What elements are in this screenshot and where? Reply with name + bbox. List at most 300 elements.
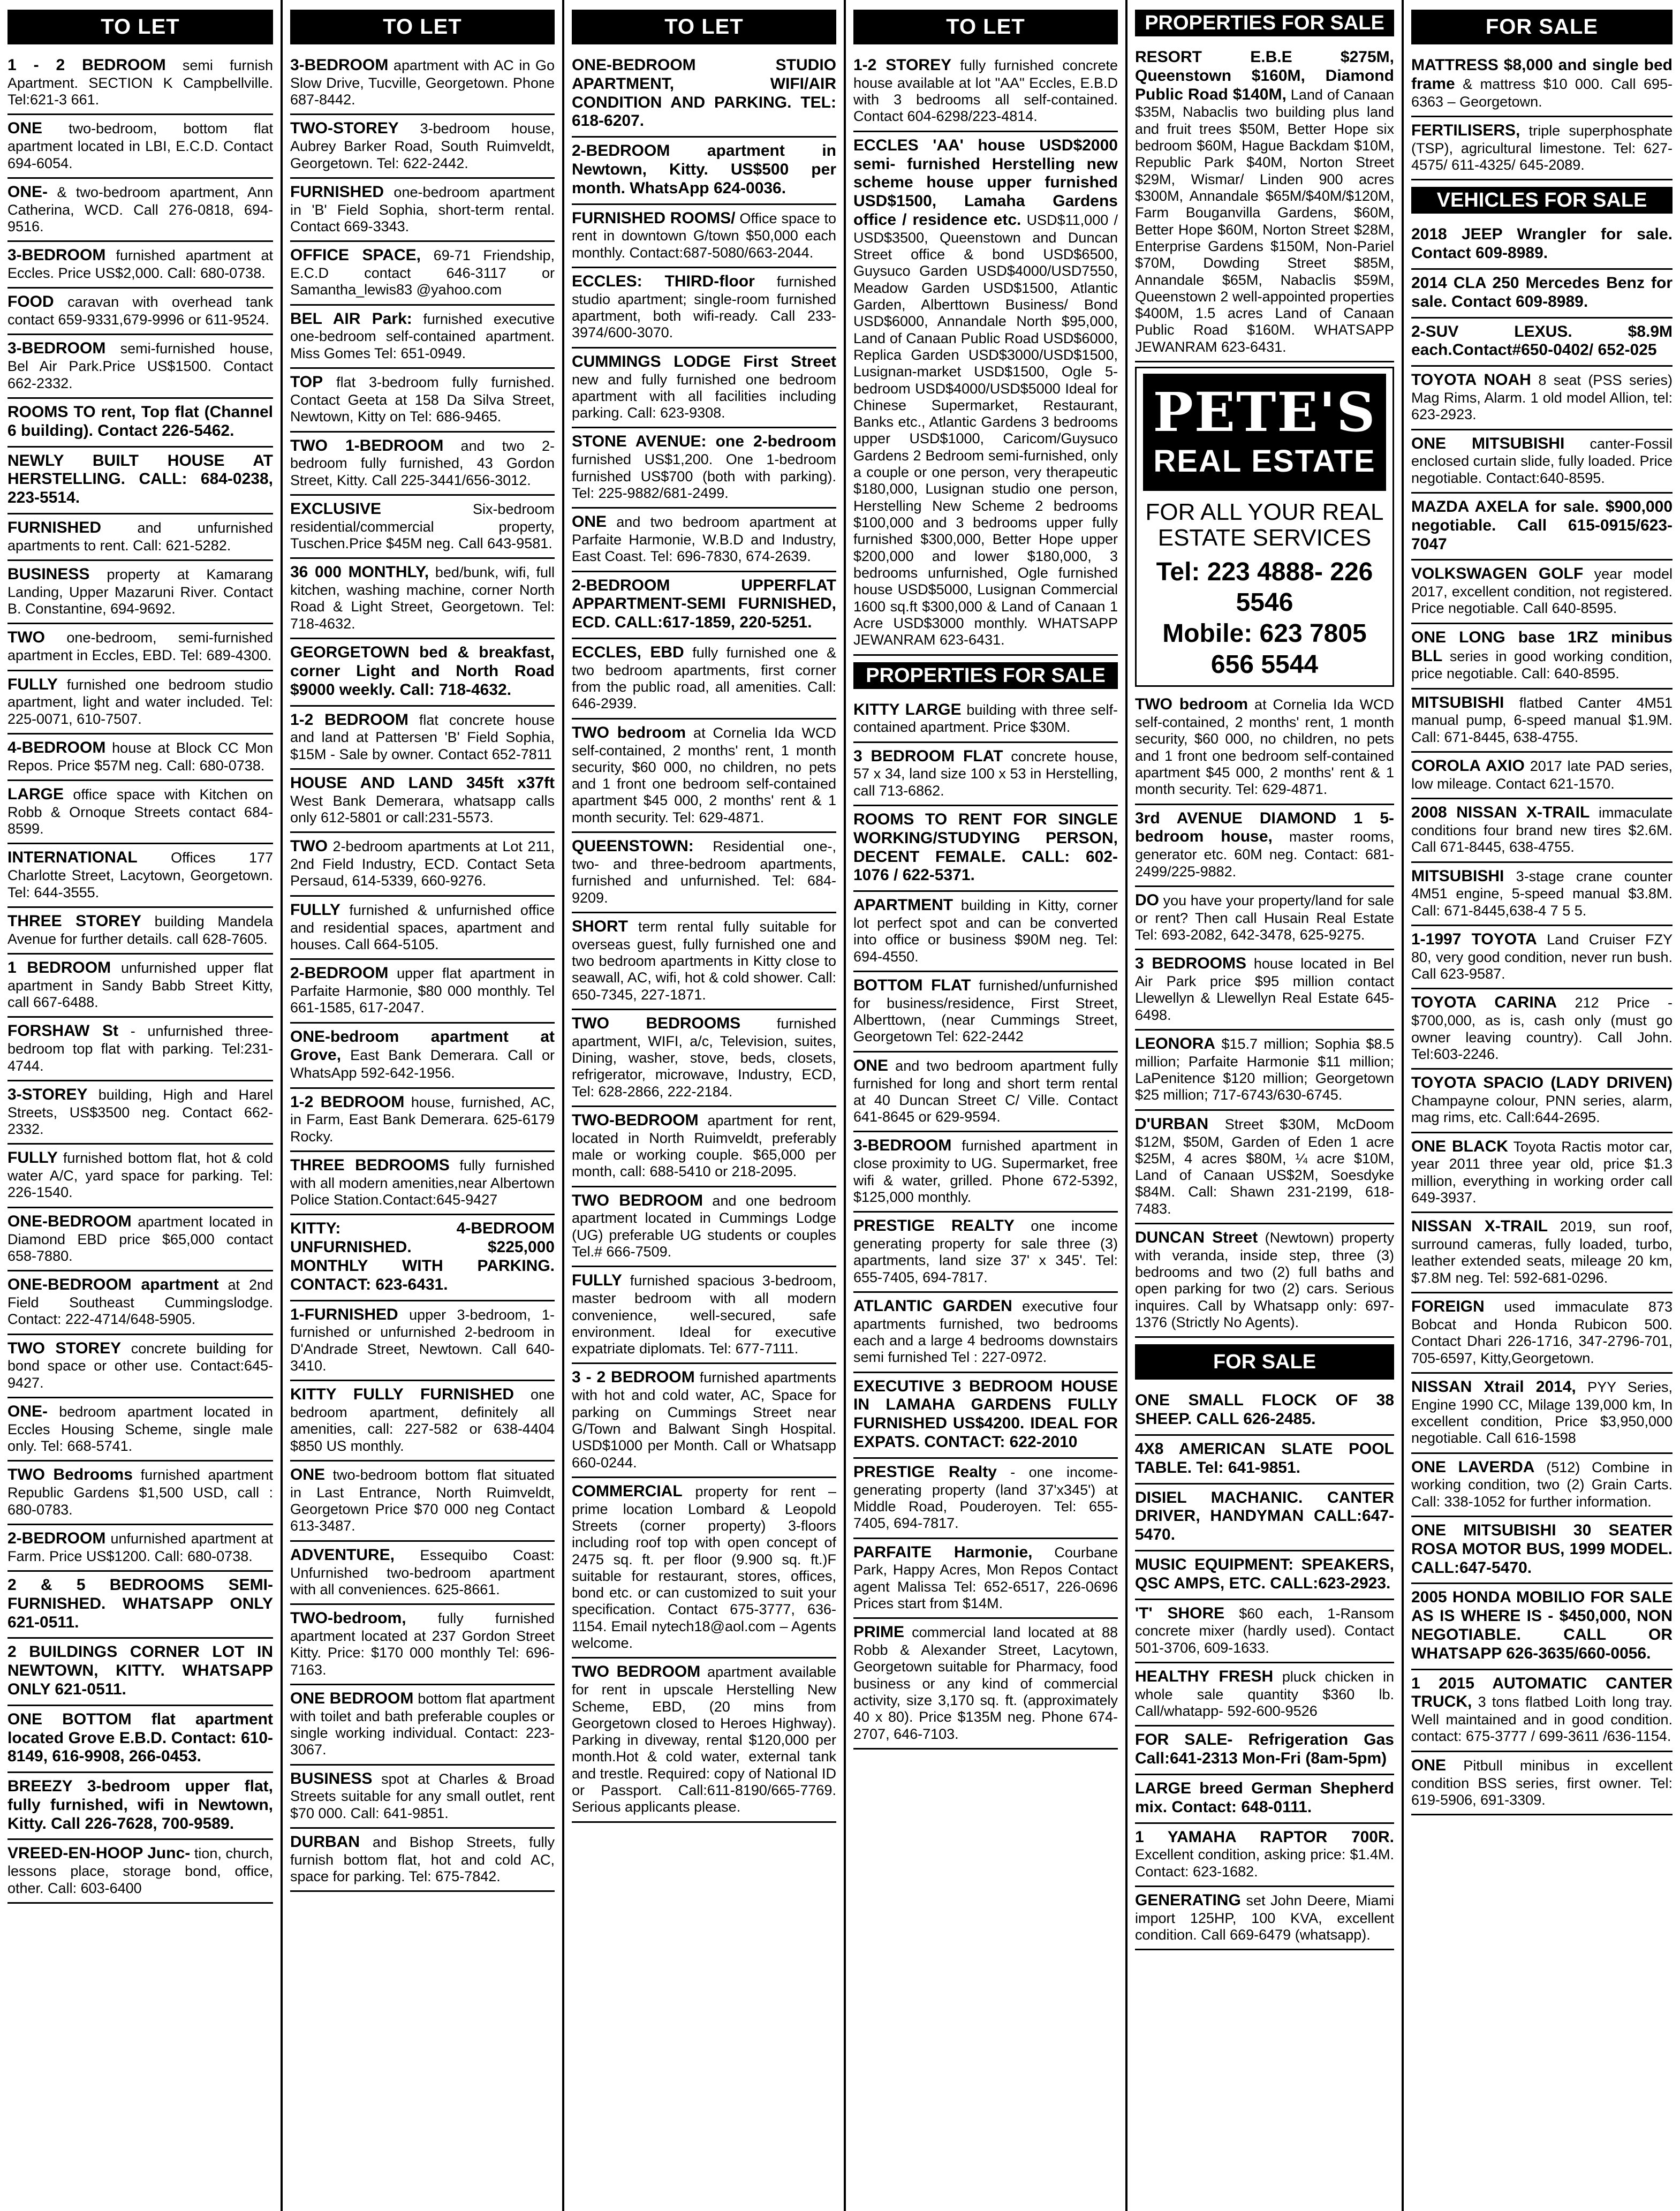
ad-lead: NISSAN Xtrail 2014, xyxy=(1411,1377,1576,1396)
ad-lead: ONE xyxy=(290,1466,326,1484)
ad-body: Excellent condition, asking price: $1.4M. Contact: 623-1682. xyxy=(1135,1846,1394,1880)
classified-ad xyxy=(1411,367,1673,430)
ad-lead: TWO Bedrooms xyxy=(7,1466,133,1484)
ad-body: 3-bedroom house, Aubrey Barker Road, South Ruimveldt, Georgetown. Tel: 622-2442. xyxy=(290,120,555,171)
classified-ad xyxy=(1411,1752,1673,1815)
classified-ad xyxy=(7,115,273,178)
ad-lead: COROLA AXIO xyxy=(1411,757,1525,775)
classified-ad xyxy=(1135,1824,1394,1887)
ad-lead: GEORGETOWN bed & breakfast, corner Light and North Road $9000 weekly. Call: 718-4632. xyxy=(290,643,555,699)
classified-ad xyxy=(1135,1224,1394,1338)
classified-ad xyxy=(7,1145,273,1208)
ad-list xyxy=(7,52,273,1904)
classified-ad xyxy=(7,242,273,289)
ad-body: and unfurnished apartments to rent. Call: 621-5282. xyxy=(7,519,273,554)
ad-body: and two 2-bedroom fully furnished, 43 Gordon Street, Kitty. Call 225-3441/656-3012. xyxy=(290,437,555,488)
classified-ad xyxy=(7,955,273,1018)
classified-ad xyxy=(1411,926,1673,989)
ad-body: furnished apartment, WIFI, a/c, Television, suites, Dining, washer, stove, beds, closets, refrigerator, microwave, Industry, ECD, Tel: 628-2866, 222-2184. xyxy=(572,1015,836,1100)
ad-lead: KITTY LARGE xyxy=(853,700,962,718)
ad-body: building in Kitty, corner lot perfect spot and can be converted into office or business $90M neg. Tel: 694-4550. xyxy=(853,897,1118,965)
ad-body: bedroom apartment located in Eccles Housing Scheme, single male only. Tel: 668-5741. xyxy=(7,1403,273,1455)
classified-ad xyxy=(7,735,273,781)
classified-ad xyxy=(1411,863,1673,926)
classified-ad xyxy=(290,115,555,178)
ad-body: at Cornelia Ida WCD self-contained, 2 months' rent, 1 month security, $60 000, no children, no pets and 1 front one bedroom self-contained apartment $45 000, 2 months' rent & 1 month security. Tel: 629-4871. xyxy=(572,724,836,826)
classified-ad xyxy=(572,720,836,833)
ad-lead: TWO BEDROOMS xyxy=(572,1014,741,1032)
classified-ad xyxy=(1411,1070,1673,1133)
ad-body: two-bedroom bottom flat situated in Last Entrance, North Ruimveldt, Georgetown Price $70 000 neg Contact 613-3487. xyxy=(290,1467,555,1534)
ad-lead: 3-BEDROOM xyxy=(853,1137,952,1155)
ad-lead: LARGE breed German Shepherd mix. Contact: 648-0111. xyxy=(1135,1780,1394,1816)
ad-lead: ONE LONG base 1RZ minibus BLL xyxy=(1411,628,1673,665)
classified-ad xyxy=(572,639,836,720)
ad-body: concrete building for bond space or other use. Contact:645-9427. xyxy=(7,1340,273,1391)
classified-ad xyxy=(572,1659,836,1822)
classified-ad xyxy=(290,1024,555,1089)
ad-lead: 1-1997 TOYOTA xyxy=(1411,930,1537,949)
ad-lead: DISIEL MACHANIC. CANTER DRIVER, HANDYMAN CALL:647-5470. xyxy=(1135,1488,1394,1544)
ad-lead: FOOD xyxy=(7,293,54,311)
logo-telephone: Tel: 223 4888- 226 5546 xyxy=(1156,557,1373,617)
classified-ad xyxy=(1411,319,1673,367)
ad-body: & two-bedroom apartment, Ann Catherina, WCD. Call 276-0818, 694-9516. xyxy=(7,184,273,234)
classified-ad xyxy=(1411,1454,1673,1517)
classified-ad xyxy=(572,138,836,205)
ad-lead: 3-STOREY xyxy=(7,1085,88,1103)
classified-ad xyxy=(290,707,555,770)
ad-lead: FURNISHED ROOMS/ xyxy=(572,209,736,227)
classified-ad xyxy=(853,1132,1118,1213)
classified-ad xyxy=(290,1766,555,1829)
classified-ad xyxy=(572,1107,836,1187)
classified-ad xyxy=(1411,1374,1673,1454)
ad-lead: ONE xyxy=(7,119,43,138)
ad-lead: ONE BOTTOM flat apartment located Grove E.B.D. Contact: 610-8149, 616-9908, 266-0453. xyxy=(7,1710,273,1766)
ad-lead: ONE- xyxy=(7,183,48,201)
classified-ad xyxy=(7,781,273,844)
classified-ad xyxy=(572,52,836,138)
ad-lead: QUEENSTOWN: xyxy=(572,837,694,855)
ad-body: $60 each, 1-Ransom concrete mixer (hardly used). Contact 501-3706, 609-1633. xyxy=(1135,1605,1394,1656)
ad-list xyxy=(853,696,1118,1750)
ad-lead: ONE xyxy=(572,513,607,531)
ad-lead: APARTMENT xyxy=(853,896,953,914)
classified-ad xyxy=(7,1208,273,1271)
ad-lead: 1-2 STOREY xyxy=(853,56,952,74)
to-let-header: TO LET xyxy=(290,10,555,44)
classified-ad xyxy=(1135,1663,1394,1727)
logo-mobile: Mobile: 623 7805 656 5544 xyxy=(1162,619,1367,679)
ad-body: semi furnish Apartment. SECTION K Campbellville. Tel:621-3 661. xyxy=(7,57,274,108)
ad-body: East Bank Demerara. Call or WhatsApp 592-642-1956. xyxy=(290,1047,555,1081)
classified-ad xyxy=(7,1840,273,1903)
ad-lead: FERTILISERS, xyxy=(1411,121,1520,139)
ad-lead: OFFICE SPACE, xyxy=(290,246,421,264)
ad-lead: D'URBAN xyxy=(1135,1115,1209,1133)
ad-body: commercial land located at 88 Robb & Alexander Street, Lacytown, Georgetown suitable for Pharmacy, food business or any kind of commercial activity, size 3,170 sq. ft. (approximately 40 x 80). Price $135M neg. Phone 674-2707, 646-7103. xyxy=(853,1624,1118,1742)
ad-body: furnished apartment in close proximity to UG. Supermarket, free wifi & water, grilled. Phone 672-5392, $125,000 monthly. xyxy=(853,1138,1118,1205)
classified-ad xyxy=(1135,887,1394,950)
ad-body: and two bedroom apartment at Parfaite Harmonie, W.B.D and Industry, East Coast. Tel: 696-7830, 674-2639. xyxy=(572,514,836,565)
classified-ad xyxy=(290,1462,555,1542)
ad-lead: 4X8 AMERICAN SLATE POOL TABLE. Tel: 641-9851. xyxy=(1135,1440,1394,1476)
classified-ad xyxy=(7,1081,273,1145)
ad-body: apartment with AC in Go Slow Drive, Tucville, Georgetown. Phone 687-8442. xyxy=(290,57,555,108)
to-let-header: TO LET xyxy=(7,10,273,44)
classified-ad xyxy=(853,696,1118,743)
classified-ad xyxy=(853,1213,1118,1293)
classified-ad xyxy=(853,52,1118,132)
ad-lead: RESORT E.B.E $275M, Queenstown $160M, Diamond Public Road $140M, xyxy=(1135,48,1394,103)
ad-lead: TWO BEDROOM xyxy=(572,1191,703,1209)
ad-lead: STONE AVENUE: one 2-bedroom xyxy=(572,433,836,451)
ad-lead: 3-BEDROOM xyxy=(7,246,106,264)
ad-lead: MITSUBISHI xyxy=(1411,867,1504,885)
ad-lead: NEWLY BUILT HOUSE AT HERSTELLING. CALL: 684-0238, 223-5514. xyxy=(7,451,273,507)
ad-lead: HEALTHY FRESH xyxy=(1135,1668,1274,1686)
ad-body: West Bank Demerara, whatsapp calls only 612-5801 or call:231-5573. xyxy=(290,792,555,826)
classified-ad xyxy=(7,1398,273,1462)
ad-lead: NISSAN X-TRAIL xyxy=(1411,1217,1548,1236)
classified-ad xyxy=(1411,1517,1673,1584)
ad-lead: 3 BEDROOMS xyxy=(1135,955,1247,973)
ad-lead: ONE SMALL FLOCK OF 38 SHEEP. CALL 626-2485. xyxy=(1135,1391,1394,1428)
ad-body: fully furnished one & two bedroom apartments, first corner from the public road, all amenities. Call: 646-2939. xyxy=(572,645,836,712)
ad-body: house at Block CC Mon Repos. Price $57M neg. Call: 680-0738. xyxy=(7,739,273,774)
classified-ad xyxy=(572,833,836,913)
ad-lead: 2008 NISSAN X-TRAIL xyxy=(1411,804,1590,822)
ad-body: set John Deere, Miami import 125HP, 100 KVA, excellent condition. Call 669-6479 (whatsapp). xyxy=(1135,1892,1394,1943)
classified-ad xyxy=(1135,1031,1394,1111)
ad-body: Courbane Park, Happy Acres, Mon Repos Contact agent Malissa Tel: 652-6517, 226-0696 Prices start from $14M. xyxy=(853,1544,1118,1611)
ad-body: canter-Fossil enclosed curtain slide, fully loaded. Price negotiable. Contact:640-8595. xyxy=(1411,435,1673,486)
ad-body: concrete house, 57 x 34, land size 100 x 53 in Herstelling, call 713-6862. xyxy=(853,748,1118,799)
ad-lead: MUSIC EQUIPMENT: SPEAKERS, QSC AMPS, ETC. CALL:623-2923. xyxy=(1135,1556,1394,1592)
ad-list xyxy=(1135,44,1394,362)
ad-lead: ONE MITSUBISHI xyxy=(1411,434,1565,452)
ad-lead: TWO bedroom xyxy=(1135,695,1248,714)
ad-lead: BEL AIR Park: xyxy=(290,309,412,328)
classified-ad xyxy=(1411,753,1673,799)
ad-body: flat concrete house and land at Pattersen 'B' Field Sophia, $15M - Sale by owner. Contact 652-7811 xyxy=(290,711,555,762)
ad-body: and two bedroom apartment fully furnished for long and short term rental at 40 Duncan Street C/ Ville. Contact 641-8645 or 629-9594. xyxy=(853,1057,1118,1125)
classified-ad xyxy=(853,1293,1118,1373)
ad-body: one bedroom apartment, definitely all amenities, call: 227-582 or 638-4404 $850 US monthly. xyxy=(290,1387,555,1454)
ad-lead: ECCLES, EBD xyxy=(572,643,684,662)
ad-lead: 2005 HONDA MOBILIO FOR SALE AS IS WHERE IS - $450,000, NON NEGOTIABLE. CALL OR WHATSAPP 626-3635/660-0056. xyxy=(1411,1588,1673,1662)
ad-body: apartment available for rent in upscale Herstelling New Scheme, EBD, (20 mins from Georgetown closed to Heroes Highway). Parking in diveway, rental $120,000 per month.Hot & cold water, external tank and trestle. Required: copy of National ID or Passport. Call:611-8190/665-7769. Serious applicants please. xyxy=(572,1664,836,1815)
classified-ad xyxy=(7,399,273,448)
ad-body: fully furnished with all modern amenities,near Albertown Police Station.Contact:645-9427 xyxy=(290,1157,555,1208)
classified-ad xyxy=(1135,691,1394,805)
classified-ad xyxy=(7,1018,273,1081)
ad-lead: THREE STOREY xyxy=(7,912,141,930)
ad-body: one-bedroom, semi-furnished apartment in Eccles, EBD. Tel: 689-4300. xyxy=(7,630,273,664)
ad-body: furnished spacious 3-bedroom, master bedroom with all modern convenience, well-secured, safe environment. Ideal for executive expatriate diplomats. Tel: 677-7111. xyxy=(572,1273,836,1357)
ad-body: - unfurnished three-bedroom top flat with parking. Tel:231-4744. xyxy=(7,1023,273,1074)
classified-ad xyxy=(290,639,555,706)
ad-body: (512) Combine in working condition, two (2) Grain Carts. Call: 338-1052 for further information. xyxy=(1411,1459,1673,1510)
ad-lead: ONE BLACK xyxy=(1411,1137,1508,1155)
ad-lead: COMMERCIAL xyxy=(572,1482,683,1500)
ad-body: used immaculate 873 Bobcat and Honda Rubicon 500. Contact Dhari 226-1716, 347-2796-701, 705-6597, Kitty,Georgetown. xyxy=(1411,1299,1673,1366)
ad-lead: DO xyxy=(1135,891,1159,909)
ad-body: unfurnished apartment at Farm. Price US$1200. Call: 680-0738. xyxy=(7,1530,273,1564)
classified-ad xyxy=(290,306,555,369)
ad-body: and one bedroom apartment located in Cummings Lodge (UG) preferable UG students or couples Tel.# 666-7509. xyxy=(572,1192,836,1260)
classified-ad xyxy=(290,433,555,496)
ad-lead: 1-FURNISHED xyxy=(290,1305,398,1323)
classified-ad xyxy=(572,205,836,268)
classified-ad xyxy=(1411,1213,1673,1293)
ad-lead: ONE-bedroom apartment at Grove, xyxy=(290,1027,555,1064)
column-4 xyxy=(846,0,1125,2211)
ad-body: PYY Series, Engine 1990 CC, Milage 139,000 km, In excellent condition, Price $3,950,000 negotiable. Call 616-1598 xyxy=(1411,1379,1673,1447)
ad-body: building, High and Harel Streets, US$3500 neg. Contact 662-2332. xyxy=(7,1086,273,1137)
to-let-header: TO LET xyxy=(572,10,836,44)
ad-lead: DUNCAN Street xyxy=(1135,1229,1258,1247)
classified-ad xyxy=(853,1459,1118,1539)
ad-lead: HOUSE AND LAND 345ft x37ft xyxy=(290,774,555,792)
classified-ad xyxy=(1411,1293,1673,1374)
ad-lead: 1 - 2 BEDROOM xyxy=(7,56,166,74)
classified-ad xyxy=(290,1301,555,1382)
column-6 xyxy=(1404,0,1680,2211)
ad-body: Offices 177 Charlotte Street, Lacytown, Georgetown. Tel: 644-3555. xyxy=(7,850,273,900)
classified-ad xyxy=(572,1478,836,1659)
ad-list xyxy=(1135,1387,1394,1950)
ad-body: furnished apartments with hot and cold water, AC, Space for parking on Cummings Street near G/Town and Balwant Singh Hospital. USD$1000 per Month. Call or Whatsapp 660-0244. xyxy=(572,1369,836,1471)
ad-body: furnished bottom flat, hot & cold water A/C, yard space for parking. Tel: 226-1540. xyxy=(7,1150,273,1201)
classified-ad xyxy=(1135,1600,1394,1663)
logo-tagline: FOR ALL YOUR REAL ESTATE SERVICES xyxy=(1145,499,1384,551)
classified-ad xyxy=(1411,221,1673,270)
ad-lead: MATTRESS $8,000 and single bed frame xyxy=(1411,56,1673,93)
ad-lead: 36 000 MONTHLY, xyxy=(290,563,429,581)
classified-ad xyxy=(1411,1584,1673,1670)
classified-ad xyxy=(7,1773,273,1840)
ad-body: property at Kamarang Landing, Upper Mazaruni River. Contact B. Constantine, 694-9692. xyxy=(7,566,273,617)
ad-body: 8 seat (PSS series) Mag Rims, Alarm. 1 old model Allion, tel: 623-2923. xyxy=(1411,372,1673,423)
ad-lead: ONE BEDROOM xyxy=(290,1689,414,1707)
ad-body: caravan with overhead tank contact 659-9331,679-9996 or 611-9524. xyxy=(7,294,273,328)
classified-ad xyxy=(853,743,1118,806)
ad-lead: 1-2 BEDROOM xyxy=(290,1093,405,1111)
ad-lead: TWO xyxy=(290,837,328,855)
ad-body: Six-bedroom residential/commercial property, Tuschen.Price $45M neg. Call 643-9581. xyxy=(290,501,555,552)
column-1 xyxy=(0,0,281,2211)
classified-ad xyxy=(572,268,836,349)
classified-ad xyxy=(290,559,555,639)
classified-ad xyxy=(1411,1670,1673,1752)
ad-body: immaculate conditions four brand new tires $2.6M. Call 671-8445, 638-4755. xyxy=(1411,805,1673,855)
classified-ad xyxy=(7,448,273,514)
ad-list xyxy=(1411,221,1673,1815)
ad-body: 2017 late PAD series, low mileage. Contact 621-1570. xyxy=(1411,758,1673,792)
classified-ad xyxy=(7,1271,273,1335)
ad-lead: TWO STOREY xyxy=(7,1339,122,1357)
classified-ad xyxy=(1411,117,1673,180)
ad-body: pluck chicken in whole sale quantity $360 lb. Call/whatapp- 592-600-9526 xyxy=(1135,1669,1394,1720)
ad-lead: EXCLUSIVE xyxy=(290,499,382,518)
classified-ad xyxy=(290,1605,555,1685)
classified-ad xyxy=(572,1267,836,1364)
ad-body: 3-stage crane counter 4M51 engine, 5-speed manual $3.8M. Call: 671-8445,638-4 7 5 5. xyxy=(1411,868,1673,919)
ad-body: flatbed Canter 4M51 manual pump, 6-speed manual $1.9M. Call: 671-8445, 638-4755. xyxy=(1411,694,1673,745)
classified-ad xyxy=(7,1525,273,1572)
classified-ad xyxy=(1411,624,1673,690)
ad-list xyxy=(290,52,555,1892)
ad-body: furnished studio apartment; single-room furnished apartment, both wifi-ready. Call 233-3974/600-3070. xyxy=(572,274,836,341)
classified-ad xyxy=(572,1187,836,1268)
ad-body: office space with Kitchen on Robb & Ornoque Streets contact 684-8599. xyxy=(7,786,273,837)
ad-lead: 'T' SHORE xyxy=(1135,1604,1225,1622)
classified-ad xyxy=(290,1215,555,1301)
ad-body: USD$11,000 / USD$3500, Queenstown and Duncan Street office & bond USD$6500, Guysuco Garden USD$4000/USD7550, Meadow Garden USD$1500, Atlantic Garden, Alberttown Business/ Bond USD$6000, Annandale North $95,000, Land of Canaan Public Road USD$6000, Replica Garden USD$3000/USD$1500, Lusignan-market USD$1500, Ogle 5-bedroom USD$4000/USD$5000 Ideal for Chinese Supermarket, Restaurant, Banks etc., Atlantic Gardens 3 bedrooms upper USD$1000, Caricom/Guysuco Gardens 2 Bedroom semi-furnished, only a couple or one person, very therapeutic $180,000, Lusignan studio one person, Herstelling New Scheme 2 bedrooms $100,000 and 3 bedrooms upper fully furnished $300,000, Better Hope upper $200,000 and lower $180,000, 3 bedrooms unfurnished, Ogle furnished house USD$5000, Lusignan Commercial 1600 sq.ft $300,000 & Land of Canaan 1 Acre USD$3000 monthly. WHATSAPP JEWANRAM 623-6431. xyxy=(853,211,1118,648)
ad-lead: ONE-BEDROOM xyxy=(7,1212,132,1230)
ad-body: new and fully furnished one bedroom apartment with all facilities including parking. Call: 623-9308. xyxy=(572,371,836,421)
classified-ad xyxy=(1135,1887,1394,1950)
classified-ad xyxy=(290,770,555,833)
classified-ad xyxy=(290,897,555,960)
ad-body: term rental fully suitable for overseas guest, fully furnished one and two bedroom apartments in Kitty close to seawall, AC, wifi, hot & cold shower. Call: 650-7345, 227-1871. xyxy=(572,918,836,1003)
ad-body: furnished/unfurnished for business/residence, First Street, Alberttown, (near Cummings Street, Georgetown Tel: 622-2442 xyxy=(853,977,1118,1045)
ad-body: & mattress $10 000. Call 695-6363 – Georgetown. xyxy=(1411,75,1673,110)
classified-ad xyxy=(1135,1727,1394,1775)
classified-ad xyxy=(290,1089,555,1152)
classified-ad xyxy=(1411,799,1673,862)
ad-lead: PRESTIGE Realty xyxy=(853,1463,997,1481)
petes-logo xyxy=(1143,374,1386,491)
ad-lead: VOLKSWAGEN GOLF xyxy=(1411,565,1584,583)
classified-ad xyxy=(572,913,836,1010)
ad-lead: 2-BEDROOM xyxy=(290,964,389,982)
ad-lead: 1 BEDROOM xyxy=(7,959,111,977)
ad-body: apartment located in Diamond EBD price $65,000 contact 658-7880. xyxy=(7,1213,273,1264)
ad-lead: TOYOTA CARINA xyxy=(1411,994,1557,1012)
classified-ad xyxy=(1411,52,1673,117)
ad-body: one-bedroom apartment in 'B' Field Sophia, short-term rental. Contact 669-3343. xyxy=(290,184,555,234)
classified-ad xyxy=(1411,690,1673,753)
ad-body: Pitbull minibus in excellent condition BSS series, first owner. Tel: 619-5906, 691-3309. xyxy=(1411,1757,1673,1808)
classified-ad xyxy=(572,349,836,429)
ad-body: Office space to rent in downtown G/town $50,000 each monthly. Contact:687-5080/663-2044. xyxy=(572,210,836,261)
classified-ad xyxy=(7,671,273,735)
ad-body: spot at Charles & Broad Streets suitable for any small outlet, rent $70 000. Call: 641-9851. xyxy=(290,1770,555,1821)
ad-lead: ROOMS TO rent, Top flat (Channel 6 building). Contact 226-5462. xyxy=(7,403,273,440)
classified-ad xyxy=(1135,805,1394,887)
classified-ad xyxy=(853,1053,1118,1133)
classified-ad xyxy=(853,806,1118,892)
classified-ad xyxy=(1135,1111,1394,1224)
ad-lead: 1-2 BEDROOM xyxy=(290,710,408,729)
ad-lead: PRESTIGE REALTY xyxy=(853,1217,1015,1235)
ad-lead: BUSINESS xyxy=(290,1769,373,1788)
classified-ad xyxy=(290,52,555,115)
ad-lead: KITTY FULLY FURNISHED xyxy=(290,1385,514,1404)
ad-lead: 4-BEDROOM xyxy=(7,738,106,756)
ad-lead: 3rd AVENUE DIAMOND 1 5-bedroom house, xyxy=(1135,809,1394,846)
ad-body: flat 3-bedroom fully furnished. Contact Geeta at 158 Da Silva Street, Newtown, Kitty on Tel: 686-9465. xyxy=(290,374,555,425)
ad-body: furnished apartment at Eccles. Price US$2,000. Call: 680-0738. xyxy=(7,247,273,282)
classified-ad xyxy=(853,1539,1118,1619)
column-5 xyxy=(1127,0,1402,2211)
classified-ad xyxy=(572,509,836,572)
ad-lead: CUMMINGS LODGE First Street xyxy=(572,352,836,370)
ad-body: furnished US$1,200. One 1-bedroom furnished US$700 (both with parking). Tel: 225-9882/681-2499. xyxy=(572,451,836,501)
ad-lead: LEONORA xyxy=(1135,1034,1215,1053)
ad-body: furnished apartment Republic Gardens $1,500 USD, call : 680-0783. xyxy=(7,1467,274,1518)
classified-ad xyxy=(1135,1775,1394,1824)
ad-body: apartment for rent, located in North Ruimveldt, preferably male or working couple. $65,000 per month, call: 688-5410 or 218-2095. xyxy=(572,1112,836,1180)
classified-ad xyxy=(290,833,555,896)
ad-lead: FULLY xyxy=(7,1149,58,1167)
ad-lead: 3 BEDROOM FLAT xyxy=(853,747,1003,765)
classified-ad xyxy=(1411,494,1673,561)
ad-body: 2-bedroom apartments at Lot 211, 2nd Field Industry, ECD. Contact Seta Persaud, 614-5339, 660-9276. xyxy=(290,838,555,889)
classified-ad xyxy=(853,892,1118,972)
properties-for-sale-header: PROPERTIES FOR SALE xyxy=(853,662,1118,689)
ad-lead: FORSHAW St xyxy=(7,1022,118,1040)
ad-lead: ONE-BEDROOM apartment xyxy=(7,1276,219,1294)
ad-lead: FURNISHED xyxy=(7,518,102,536)
ad-lead: MAZDA AXELA for sale. $900,000 negotiable. Call 615-0915/623-7047 xyxy=(1411,497,1673,553)
ad-body: furnished executive one-bedroom self-contained apartment. Miss Gomes Tel: 651-0949. xyxy=(290,311,555,361)
ad-body: at 2nd Field Southeast Cummingslodge. Contact: 222-4714/648-5905. xyxy=(7,1277,273,1328)
ad-body: house located in Bel Air Park price $95 million contact Llewellyn & Llewellyn Real Estate 645-6498. xyxy=(1135,956,1394,1023)
for-sale-header: FOR SALE xyxy=(1135,1344,1394,1380)
ad-lead: BOTTOM FLAT xyxy=(853,976,971,994)
column-3 xyxy=(564,0,844,2211)
ad-lead: TWO-STOREY xyxy=(290,119,399,138)
ad-lead: FULLY xyxy=(572,1271,622,1290)
ad-lead: TOYOTA SPACIO (LADY DRIVEN) xyxy=(1411,1074,1673,1092)
classified-ad xyxy=(1411,430,1673,494)
ad-body: 69-71 Friendship, E.C.D contact 646-3117 or Samantha_lewis83 @yahoo.com xyxy=(290,247,555,298)
classified-ad xyxy=(290,1152,555,1215)
ad-lead: 3-BEDROOM xyxy=(7,339,106,358)
ad-list xyxy=(853,52,1118,656)
ad-lead: PRIME xyxy=(853,1623,905,1641)
ad-body: master rooms, generator etc. 60M neg. Contact: 681-2499/225-9882. xyxy=(1135,829,1394,880)
ad-body: Residential one-, two- and three-bedroom apartments, furnished and unfurnished. Tel: 684-9209. xyxy=(572,838,836,906)
ad-body: two-bedroom, bottom flat apartment located in LBI, E.C.D. Contact 694-6054. xyxy=(7,120,273,171)
ad-body: Land Cruiser FZY 80, very good condition, never run bush. Call 623-9587. xyxy=(1411,932,1673,982)
classified-ad xyxy=(572,428,836,509)
petes-real-estate-ad xyxy=(1135,367,1394,687)
ad-body: 3 tons flatbed Loith long tray. Well maintained and in good condition. contact: 675-3777 / 699-3611 /636-1154. xyxy=(1411,1694,1673,1745)
ad-body: and Bishop Streets, fully furnish bottom flat, hot and cold AC, space for parking. Tel: 675-7842. xyxy=(290,1834,555,1885)
ad-body: semi-furnished house, Bel Air Park.Price US$1500. Contact 662-2332. xyxy=(7,340,273,391)
ad-lead: VREED-EN-HOOP Junc- xyxy=(7,1844,191,1862)
ad-lead: ONE LAVERDA xyxy=(1411,1458,1535,1476)
classified-ad xyxy=(1411,270,1673,319)
ad-lead: FURNISHED xyxy=(290,183,384,201)
classified-ad xyxy=(7,1706,273,1773)
ad-lead: 2014 CLA 250 Mercedes Benz for sale. Contact 609-8989. xyxy=(1411,274,1673,311)
ad-lead: TOYOTA NOAH xyxy=(1411,371,1531,389)
classified-ad xyxy=(853,1619,1118,1750)
ad-body: (Newtown) property with veranda, inside step, three (3) bedrooms and two (2) full baths and open parking for two (2) cars. Serious inquires. Call by Whatsapp only: 697-1376 (Strictly No Agents). xyxy=(1135,1230,1395,1331)
ad-body: fully furnished concrete house available at lot "AA" Eccles, E.B.D with 3 bedrooms all self-contained. Contact 604-6298/223-4814. xyxy=(853,57,1118,125)
ad-lead: ROOMS TO RENT FOR SINGLE WORKING/STUDYING PERSON, DECENT FEMALE. CALL: 602-1076 / 622-5371. xyxy=(853,811,1118,884)
ad-body: Essequibo Coast: Unfurnished two-bedroom apartment with all conveniences. 625-8661. xyxy=(290,1547,555,1597)
ad-body: series in good working condition, price negotiable. Call: 640-8595. xyxy=(1411,648,1673,682)
ad-lead: ECCLES 'AA' house USD$2000 semi- furnished Herstelling new scheme house upper furnished USD$1500, Lamaha Gardens office / residence etc. xyxy=(853,136,1118,229)
ad-body: property for rent – prime location Lombard & Leopold Streets (corner property) 3-floors including roof top with open concept of 2475 sq. ft. per floor (9.900 sq. ft.)F suitable for restaurant, stores, offices, bond etc. or can customized to suit your specification. Contact 675-3777, 636-1154. Email nytech18@aol.com – Agents welcome. xyxy=(572,1483,836,1652)
